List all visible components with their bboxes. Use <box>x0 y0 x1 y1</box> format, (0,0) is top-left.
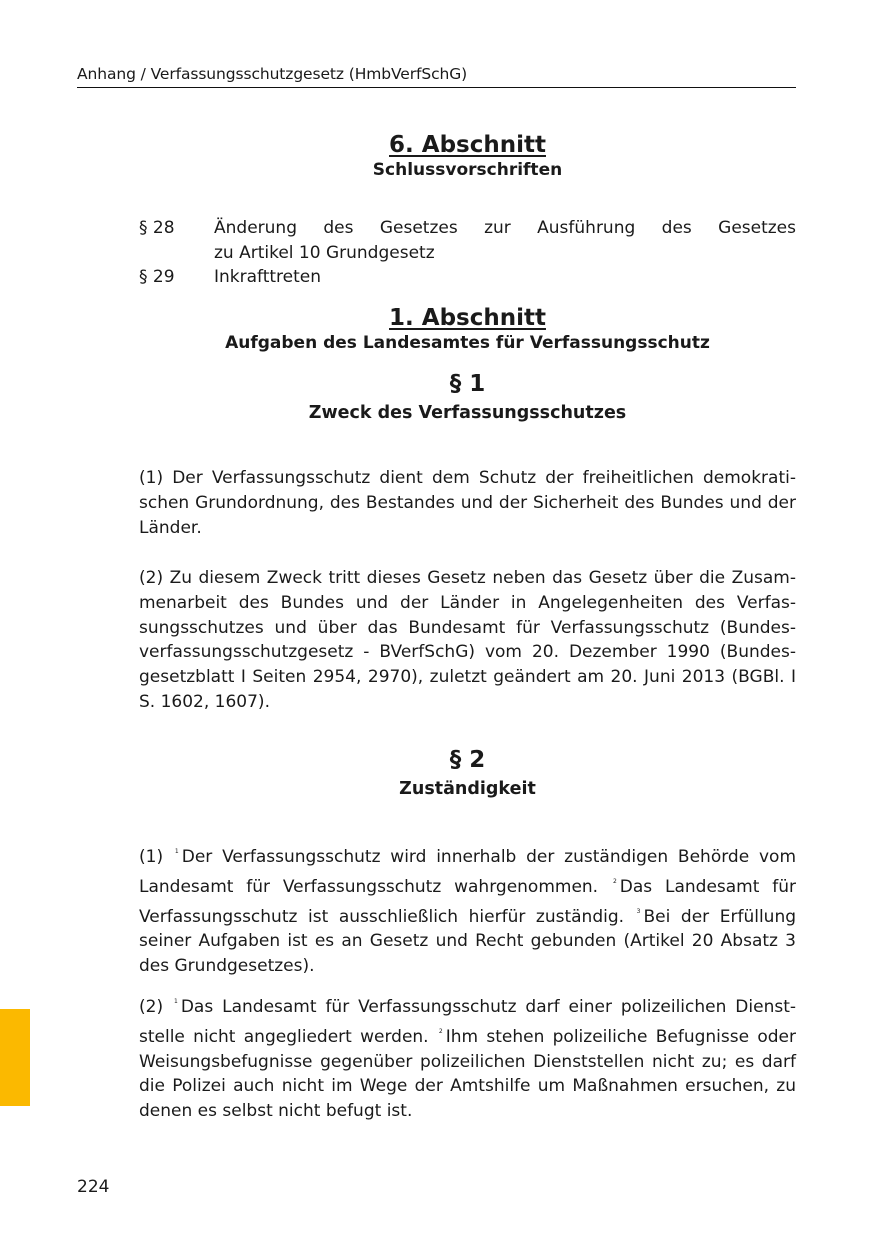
toc-number: § 28 <box>139 218 175 238</box>
sentence-text: Der Verfassungsschutz wird innerhalb der zuständigen Behörde vom Landesamt für Verfassungsschutz wahrgenommen. <box>139 847 796 897</box>
paragraph-sign: § 2 <box>449 747 486 773</box>
absatz-label: (1) <box>139 847 164 867</box>
section-6-title: 6. Abschnitt <box>389 132 546 158</box>
toc-entry <box>139 216 796 265</box>
toc-text: Inkrafttreten <box>214 267 322 288</box>
paragraph-title: Zweck des Verfassungsschutzes <box>308 403 627 423</box>
paragraph-1-absatz-2: (2) Zu diesem Zweck tritt dieses Gesetz neben das Gesetz über die Zusammenarbeit des Bundes und der Länder in Angelegenheiten des Verfassungsschutzes und über das Bundesamt für Verfassungsschutz (Bundesverfassungsschutzgesetz - BVerfSchG) vom 20. Dezember 1990 (Bundesgesetzblatt I Seiten 2954, 2970), zuletzt geändert am 20. Juni 2013 (BGBl. I S. 1602, 1607). <box>139 568 796 712</box>
toc-entry <box>139 265 796 290</box>
absatz-label: (2) <box>139 997 164 1017</box>
page-number: 224 <box>77 1177 110 1197</box>
sentence-text: Ihm stehen polizeiliche Befugnisse oder Weisungsbefugnisse gegenüber polizeilichen Dienststellen nicht zu; es darf die Polizei auch nicht im Wege der Amtshilfe um Maßnahmen ersuchen, zu denen es selbst nicht befugt ist. <box>139 1026 796 1122</box>
sentence-number: 2 <box>612 877 617 885</box>
thumb-index-tab <box>0 1009 30 1106</box>
paragraph-1-absatz-1: (1) Der Verfassungsschutz dient dem Schutz der freiheitlichen demokratischen Grundordnung, des Bestandes und der Sicherheit des Bundes und der Länder. <box>139 468 796 538</box>
running-header: Anhang / Verfassungsschutzgesetz (HmbVerfSchG) <box>77 64 796 88</box>
sentence-text: Das Landesamt für Verfassungsschutz darf einer polizeilichen Dienststelle nicht angegliedert werden. <box>139 997 797 1047</box>
toc-number: § 29 <box>139 267 175 288</box>
section-6-subtitle: Schlussvorschriften <box>372 160 563 180</box>
paragraph-2-absatz-1 <box>139 840 796 979</box>
paragraph-title: Zuständigkeit <box>399 779 536 799</box>
section-6-heading <box>139 131 796 181</box>
sentence-number: 3 <box>636 907 641 915</box>
sentence-text: Das Landesamt für Verfassungsschutz ist ausschließlich hierfür zuständig. <box>139 876 797 927</box>
sentence-number: 1 <box>174 848 179 855</box>
section-1-title: 1. Abschnitt <box>389 305 546 331</box>
sentence-number: 1 <box>174 998 178 1005</box>
paragraph-1-heading <box>139 370 796 424</box>
paragraph-sign: § 1 <box>449 371 486 397</box>
paragraph-2-absatz-2 <box>139 990 796 1124</box>
section-1-subtitle: Aufgaben des Landesamtes für Verfassungsschutz <box>225 333 710 353</box>
section-1-heading <box>139 304 796 354</box>
sentence-number: 2 <box>438 1027 443 1035</box>
sentence-text: Bei der Erfüllung seiner Aufgaben ist es an Gesetz und Recht gebunden (Artikel 20 Absatz 3 des Grundgesetzes). <box>139 906 797 977</box>
toc-text <box>214 216 796 265</box>
toc-text-line: Änderung des Gesetzes zur Ausführung des Gesetzes <box>214 218 796 238</box>
toc-text-line: zu Artikel 10 Grundgesetz <box>214 242 435 263</box>
table-of-contents <box>139 216 796 290</box>
paragraph-2-heading <box>139 746 796 800</box>
